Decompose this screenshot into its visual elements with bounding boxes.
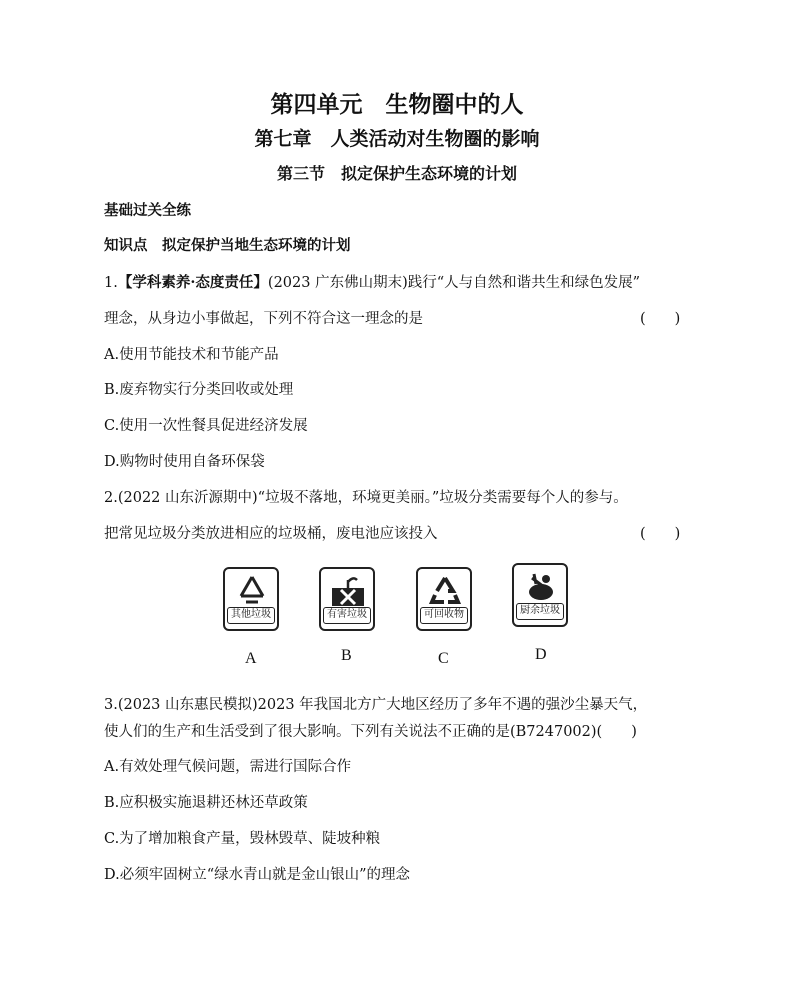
q3-stem-line2: 使人们的生产和生活受到了很大影响。下列有关说法不正确的是(B7247002)( ) bbox=[104, 724, 637, 740]
q2-stem-line2: 把常见垃圾分类放进相应的垃圾桶，废电池应该投入 bbox=[104, 526, 438, 542]
bin-hazardous-waste bbox=[319, 567, 375, 631]
bin-label: 有害垃圾 bbox=[323, 607, 371, 624]
bin-label: 其他垃圾 bbox=[227, 607, 275, 624]
recycle-icon bbox=[428, 574, 462, 608]
bin-kitchen-waste bbox=[512, 563, 568, 627]
option-letter-a: A bbox=[245, 650, 257, 667]
practice-heading: 基础过关全练 bbox=[104, 202, 191, 219]
q2-answer-paren: ( ) bbox=[640, 526, 681, 542]
q1-number: 1. bbox=[104, 275, 118, 291]
other-waste-icon bbox=[235, 574, 269, 608]
q1-option-a: A.使用节能技术和节能产品 bbox=[104, 347, 279, 363]
knowledge-point: 知识点 拟定保护当地生态环境的计划 bbox=[104, 237, 351, 254]
q3-option-c: C.为了增加粮食产量，毁林毁草、陡坡种粮 bbox=[104, 831, 381, 847]
option-letter-d: D bbox=[535, 646, 547, 663]
q3-stem-line1: 3.(2023 山东惠民模拟)2023 年我国北方广大地区经历了多年不遇的强沙尘暴天气， bbox=[104, 697, 648, 713]
q1-stem-line2: 理念，从身边小事做起，下列不符合这一理念的是 bbox=[104, 311, 423, 327]
q3-option-d: D.必须牢固树立“绿水青山就是金山银山”的理念 bbox=[104, 867, 411, 883]
bin-label: 可回收物 bbox=[420, 607, 468, 624]
q1-stem-text: (2023 广东佛山期末)践行“人与自然和谐共生和绿色发展” bbox=[267, 275, 641, 291]
q1-option-d: D.购物时使用自备环保袋 bbox=[104, 454, 265, 470]
q1-option-c: C.使用一次性餐具促进经济发展 bbox=[104, 418, 308, 434]
hazardous-waste-icon bbox=[331, 574, 365, 608]
q1-answer-paren: ( ) bbox=[640, 311, 681, 327]
q2-stem-line1: 2.(2022 山东沂源期中)“垃圾不落地，环境更美丽。”垃圾分类需要每个人的参与。 bbox=[104, 490, 628, 506]
q3-option-b: B.应积极实施退耕还林还草政策 bbox=[104, 795, 308, 811]
bin-label: 厨余垃圾 bbox=[516, 603, 564, 620]
option-letter-b: B bbox=[341, 647, 352, 664]
option-letter-c: C bbox=[438, 650, 449, 667]
q1-option-b: B.废弃物实行分类回收或处理 bbox=[104, 382, 294, 398]
bin-other-waste bbox=[223, 567, 279, 631]
q3-option-a: A.有效处理气候问题，需进行国际合作 bbox=[104, 759, 352, 775]
bin-recyclable bbox=[416, 567, 472, 631]
unit-title: 第四单元 生物圈中的人 bbox=[270, 91, 524, 118]
q1-tag: 【学科素养·态度责任】 bbox=[117, 274, 268, 291]
chapter-title: 第七章 人类活动对生物圈的影响 bbox=[254, 128, 540, 150]
section-title: 第三节 拟定保护生态环境的计划 bbox=[276, 164, 517, 183]
kitchen-waste-icon bbox=[524, 570, 558, 604]
q1-stem-line1 bbox=[104, 271, 640, 292]
